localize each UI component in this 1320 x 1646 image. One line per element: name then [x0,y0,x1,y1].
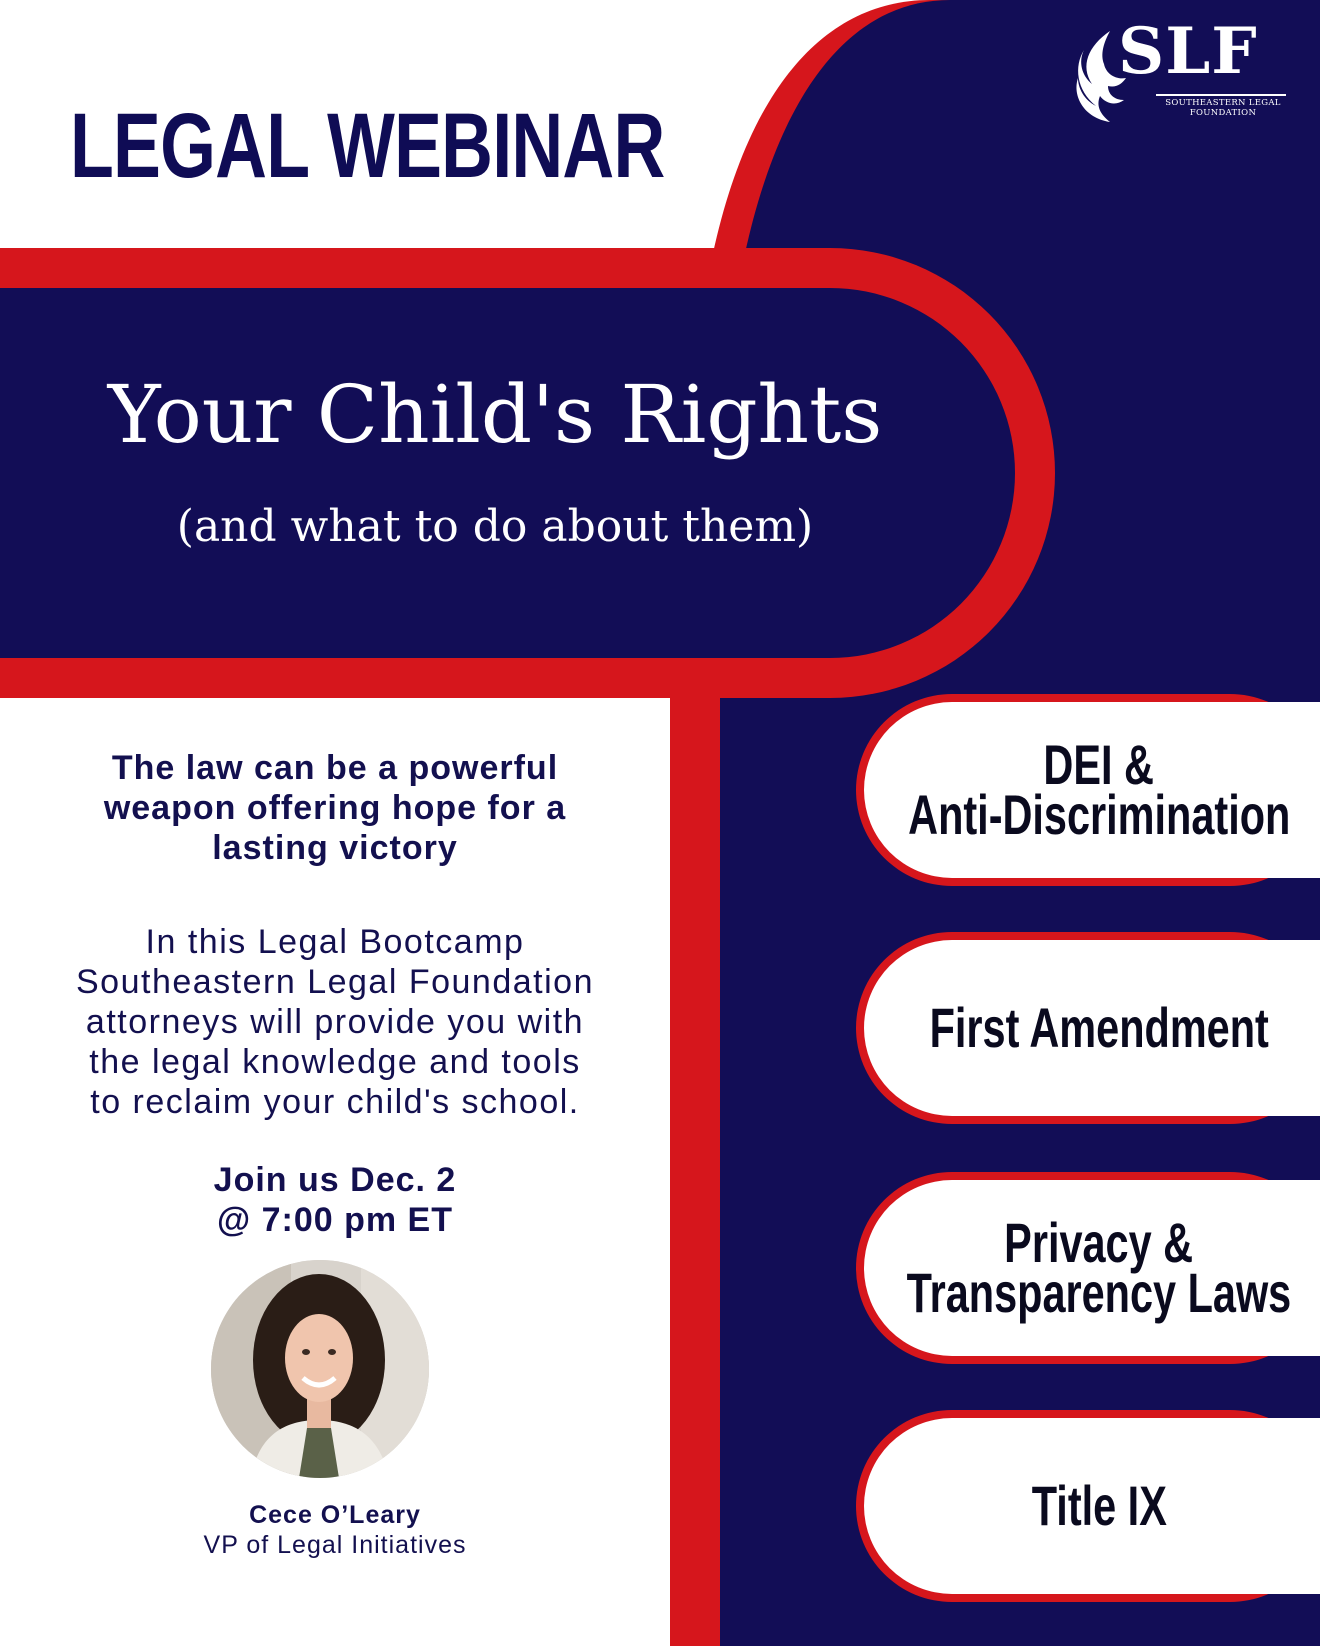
speaker-portrait-image [211,1260,429,1478]
speaker-role: VP of Legal Initiatives [203,1531,467,1559]
topic-label-title-ix [864,1418,1320,1594]
topic-line: DEI & [1043,733,1155,796]
topic-line: Title IX [1031,1474,1167,1537]
topic-line: Privacy & [1004,1211,1194,1274]
logo-org-line-1: SOUTHEASTERN LEGAL [1165,98,1281,108]
intro-body-line: In this Legal Bootcamp [145,923,525,961]
logo-letters: SLF [1118,14,1258,89]
event-datetime [0,1160,670,1240]
logo-org-line-2: FOUNDATION [1189,108,1257,119]
intro-lead-line: lasting victory [212,829,458,867]
intro-lead-line: weapon offering hope for a [103,789,567,827]
intro-lead [0,748,670,868]
slf-logo [1070,14,1290,130]
intro-body-line: Southeastern Legal Foundation [76,963,594,1001]
speaker-name: Cece O’Leary [249,1501,421,1529]
intro-lead-line: The law can be a powerful [111,749,559,787]
logo-org-name [1150,98,1296,118]
topic-line: Transparency Laws [906,1261,1292,1324]
topic-label-dei [864,702,1320,878]
event-date-line: Join us Dec. 2 [213,1161,457,1199]
hero-title: Your Child's Rights [107,368,883,461]
hero-capsule-fill [0,288,1015,658]
intro-body-line: the legal knowledge and tools [89,1043,581,1081]
topic-line: First Amendment [929,996,1269,1059]
intro-body-line: attorneys will provide you with [85,1003,585,1041]
topic-label-first-amendment [864,940,1320,1116]
topic-line: Anti-Discrimination [907,783,1291,846]
webinar-label: LEGAL WEBINAR [70,95,665,197]
hero-subtitle: (and what to do about them) [176,501,814,552]
speaker-portrait [211,1260,429,1478]
topic-label-privacy [864,1180,1320,1356]
logo-divider [1156,94,1286,96]
intro-body [0,922,670,1122]
event-time-line: @ 7:00 pm ET [217,1201,453,1239]
left-red-strip [670,690,700,1646]
intro-body-line: to reclaim your child's school. [90,1083,580,1121]
